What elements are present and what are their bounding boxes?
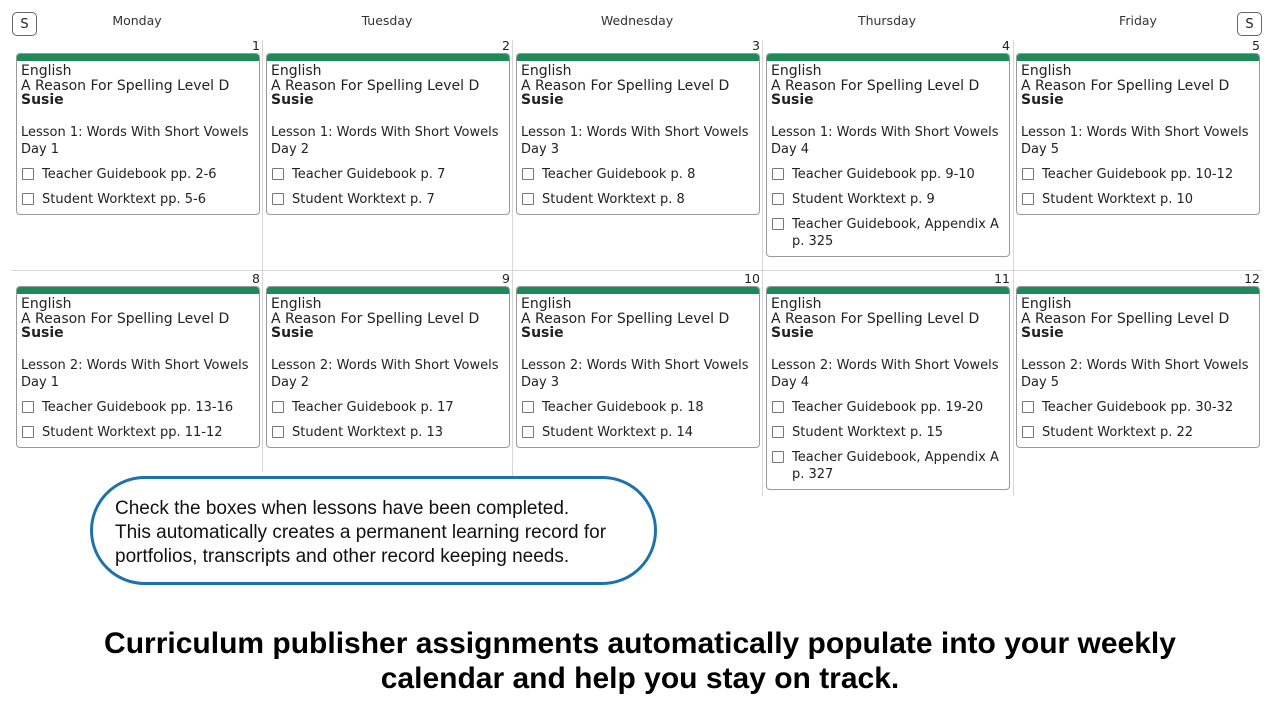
student-name: Susie: [521, 325, 564, 341]
task-label-text: Student Worktext p. 7: [292, 192, 435, 207]
subject-color-bar: [517, 54, 759, 61]
task-label-text: Teacher Guidebook pp. 2-6: [42, 167, 217, 182]
task-label-text: p. 325: [792, 234, 834, 249]
task-label: [1042, 191, 1193, 208]
lesson-day: Day 4: [771, 142, 810, 157]
task-label: [292, 399, 454, 416]
student-name: Susie: [271, 325, 314, 341]
task-checkbox[interactable]: [272, 193, 284, 205]
lesson-title: Lesson 1: Words With Short Vowels: [271, 125, 499, 140]
task-label-text: Student Worktext p. 22: [1042, 425, 1194, 440]
subject-color-bar: [267, 287, 509, 294]
lesson-day: Day 1: [21, 375, 60, 390]
task-item[interactable]: [771, 399, 1009, 416]
task-label-text: Teacher Guidebook, Appendix A: [792, 450, 999, 465]
task-label-text: Teacher Guidebook pp. 19-20: [792, 400, 984, 415]
day-header-wednesday: Wednesday: [600, 13, 674, 28]
task-item[interactable]: [21, 399, 259, 416]
course-title: A Reason For Spelling Level D: [271, 310, 480, 327]
task-item[interactable]: [771, 166, 1009, 183]
course-title: A Reason For Spelling Level D: [521, 77, 730, 94]
task-label-text: Teacher Guidebook p. 18: [542, 400, 704, 415]
task-item[interactable]: [771, 216, 1009, 250]
card-body: [1017, 61, 1259, 214]
task-item[interactable]: [271, 191, 509, 208]
task-checkbox[interactable]: [22, 168, 34, 180]
date-number: 3: [752, 38, 760, 53]
task-checkbox[interactable]: [1022, 193, 1034, 205]
day-header-monday: Monday: [112, 13, 162, 28]
course-title: A Reason For Spelling Level D: [21, 77, 230, 94]
lesson-day: Day 2: [271, 142, 310, 157]
assignment-card[interactable]: [766, 53, 1010, 257]
task-checkbox[interactable]: [772, 401, 784, 413]
task-label-text: Teacher Guidebook p. 17: [292, 400, 454, 415]
subject-label: English: [271, 63, 322, 79]
instruction-callout: [90, 476, 657, 585]
assignment-card[interactable]: [16, 286, 260, 448]
course-title: A Reason For Spelling Level D: [21, 310, 230, 327]
task-item[interactable]: [771, 449, 1009, 483]
task-label-text: Teacher Guidebook pp. 9-10: [792, 167, 975, 182]
prev-week-button[interactable]: S: [12, 12, 37, 36]
lesson-day: Day 3: [521, 375, 560, 390]
task-label: [542, 424, 693, 441]
task-label: [292, 424, 443, 441]
card-body: [267, 61, 509, 214]
lesson-title: Lesson 2: Words With Short Vowels: [271, 358, 499, 373]
subject-color-bar: [17, 54, 259, 61]
task-item[interactable]: [1021, 166, 1259, 183]
task-label: [542, 191, 685, 208]
task-item[interactable]: [271, 166, 509, 183]
subject-label: English: [1021, 63, 1072, 79]
callout-line-1: Check the boxes when lessons have been completed.: [115, 498, 570, 519]
course-title: A Reason For Spelling Level D: [771, 77, 980, 94]
task-checkbox[interactable]: [1022, 426, 1034, 438]
task-label-text: Student Worktext pp. 5-6: [42, 192, 207, 207]
day-header-friday: Friday: [1119, 13, 1157, 28]
task-label-text: Teacher Guidebook p. 8: [542, 167, 696, 182]
subject-color-bar: [17, 287, 259, 294]
subject-label: English: [771, 63, 822, 79]
card-body: [767, 294, 1009, 489]
headline-line-1: Curriculum publisher assignments automatically populate into your weekly: [104, 627, 1176, 660]
subject-label: English: [521, 296, 572, 312]
task-item[interactable]: [1021, 399, 1259, 416]
subject-label: English: [771, 296, 822, 312]
subject-color-bar: [517, 287, 759, 294]
column-divider: [512, 40, 513, 488]
task-checkbox[interactable]: [522, 426, 534, 438]
task-label-text: Teacher Guidebook pp. 13-16: [42, 400, 234, 415]
task-item[interactable]: [521, 424, 759, 441]
date-number: 11: [994, 271, 1010, 286]
assignment-card[interactable]: [266, 53, 510, 215]
task-item[interactable]: [1021, 424, 1259, 441]
task-checkbox[interactable]: [772, 218, 784, 230]
date-number: 4: [1002, 38, 1010, 53]
task-checkbox[interactable]: [272, 401, 284, 413]
date-number: 5: [1252, 38, 1260, 53]
day-header-thursday: Thursday: [857, 13, 917, 28]
task-label-text: Student Worktext pp. 11-12: [42, 425, 223, 440]
subject-color-bar: [267, 54, 509, 61]
course-title: A Reason For Spelling Level D: [521, 310, 730, 327]
task-checkbox[interactable]: [772, 193, 784, 205]
lesson-title: Lesson 2: Words With Short Vowels: [1021, 358, 1249, 373]
subject-label: English: [271, 296, 322, 312]
task-label: [42, 399, 233, 416]
card-body: [1017, 294, 1259, 447]
task-item[interactable]: [1021, 191, 1259, 208]
task-label: [792, 424, 943, 441]
task-label-text: Teacher Guidebook pp. 30-32: [1042, 400, 1234, 415]
subject-label: English: [21, 63, 72, 79]
task-item[interactable]: [21, 166, 259, 183]
lesson-title: Lesson 2: Words With Short Vowels: [771, 358, 999, 373]
card-body: [517, 61, 759, 214]
subject-label: English: [521, 63, 572, 79]
lesson-title: Lesson 2: Words With Short Vowels: [521, 358, 749, 373]
student-name: Susie: [21, 325, 64, 341]
student-name: Susie: [521, 92, 564, 108]
task-checkbox[interactable]: [772, 168, 784, 180]
date-number: 12: [1244, 271, 1260, 286]
card-body: [17, 61, 259, 214]
task-label: [42, 191, 206, 208]
course-title: A Reason For Spelling Level D: [271, 77, 480, 94]
lesson-day: Day 1: [21, 142, 60, 157]
task-item[interactable]: [21, 424, 259, 441]
task-label-text: Student Worktext p. 15: [792, 425, 944, 440]
card-body: [517, 294, 759, 447]
subject-label: English: [1021, 296, 1072, 312]
task-checkbox[interactable]: [522, 193, 534, 205]
task-label: [792, 216, 999, 250]
task-label: [542, 166, 695, 183]
subject-color-bar: [1017, 287, 1259, 294]
column-divider: [1013, 40, 1014, 496]
task-label: [42, 424, 223, 441]
task-label: [292, 166, 445, 183]
assignment-card[interactable]: [516, 53, 760, 215]
student-name: Susie: [21, 92, 64, 108]
task-item[interactable]: [771, 191, 1009, 208]
task-label-text: Student Worktext p. 9: [792, 192, 935, 207]
card-body: [267, 294, 509, 447]
task-label-text: Teacher Guidebook, Appendix A: [792, 217, 999, 232]
assignment-card[interactable]: [1016, 286, 1260, 448]
day-header-tuesday: Tuesday: [361, 13, 413, 28]
task-checkbox[interactable]: [272, 426, 284, 438]
subject-color-bar: [1017, 54, 1259, 61]
task-checkbox[interactable]: [522, 168, 534, 180]
task-label-text: Student Worktext p. 10: [1042, 192, 1194, 207]
task-label: [792, 191, 935, 208]
course-title: A Reason For Spelling Level D: [1021, 77, 1230, 94]
date-number: 2: [502, 38, 510, 53]
assignment-card[interactable]: [1016, 53, 1260, 215]
task-item[interactable]: [521, 191, 759, 208]
student-name: Susie: [1021, 92, 1064, 108]
lesson-day: Day 5: [1021, 142, 1060, 157]
week-divider: [12, 270, 1262, 271]
lesson-day: Day 3: [521, 142, 560, 157]
task-item[interactable]: [521, 399, 759, 416]
assignment-card[interactable]: [16, 53, 260, 215]
task-label: [792, 399, 983, 416]
task-label-text: Student Worktext p. 8: [542, 192, 685, 207]
task-checkbox[interactable]: [522, 401, 534, 413]
date-number: 10: [744, 271, 760, 286]
task-checkbox[interactable]: [1022, 168, 1034, 180]
course-title: A Reason For Spelling Level D: [771, 310, 980, 327]
task-label: [1042, 399, 1233, 416]
task-label-text: Student Worktext p. 14: [542, 425, 694, 440]
card-body: [17, 294, 259, 447]
student-name: Susie: [271, 92, 314, 108]
callout-line-3: portfolios, transcripts and other record keeping needs.: [115, 546, 570, 567]
task-label-text: p. 327: [792, 467, 834, 482]
next-week-button[interactable]: S: [1237, 12, 1262, 36]
task-label: [292, 191, 435, 208]
task-checkbox[interactable]: [1022, 401, 1034, 413]
assignment-card[interactable]: [766, 286, 1010, 490]
subject-label: English: [21, 296, 72, 312]
date-number: 9: [502, 271, 510, 286]
date-number: 8: [252, 271, 260, 286]
marketing-headline: [0, 626, 1280, 696]
task-label: [792, 166, 975, 183]
task-item[interactable]: [271, 424, 509, 441]
subject-color-bar: [767, 287, 1009, 294]
task-checkbox[interactable]: [272, 168, 284, 180]
lesson-day: Day 4: [771, 375, 810, 390]
task-label: [792, 449, 999, 483]
lesson-title: Lesson 1: Words With Short Vowels: [521, 125, 749, 140]
lesson-day: Day 5: [1021, 375, 1060, 390]
assignment-card[interactable]: [266, 286, 510, 448]
lesson-title: Lesson 1: Words With Short Vowels: [21, 125, 249, 140]
task-label-text: Student Worktext p. 13: [292, 425, 444, 440]
student-name: Susie: [771, 325, 814, 341]
task-label-text: Teacher Guidebook pp. 10-12: [1042, 167, 1234, 182]
task-item[interactable]: [521, 166, 759, 183]
task-checkbox[interactable]: [22, 193, 34, 205]
assignment-card[interactable]: [516, 286, 760, 448]
task-label: [1042, 424, 1193, 441]
student-name: Susie: [771, 92, 814, 108]
lesson-day: Day 2: [271, 375, 310, 390]
task-checkbox[interactable]: [772, 451, 784, 463]
task-label: [1042, 166, 1233, 183]
column-divider: [262, 40, 263, 472]
task-label: [542, 399, 704, 416]
lesson-title: Lesson 1: Words With Short Vowels: [771, 125, 999, 140]
lesson-title: Lesson 2: Words With Short Vowels: [21, 358, 249, 373]
column-divider: [762, 40, 763, 496]
task-checkbox[interactable]: [772, 426, 784, 438]
task-label: [42, 166, 217, 183]
card-body: [767, 61, 1009, 256]
course-title: A Reason For Spelling Level D: [1021, 310, 1230, 327]
task-item[interactable]: [771, 424, 1009, 441]
task-label-text: Teacher Guidebook p. 7: [292, 167, 446, 182]
date-number: 1: [252, 38, 260, 53]
task-item[interactable]: [21, 191, 259, 208]
lesson-title: Lesson 1: Words With Short Vowels: [1021, 125, 1249, 140]
callout-line-2: This automatically creates a permanent learning record for: [115, 522, 607, 543]
headline-line-2: calendar and help you stay on track.: [380, 662, 900, 695]
task-checkbox[interactable]: [22, 401, 34, 413]
task-checkbox[interactable]: [22, 426, 34, 438]
student-name: Susie: [1021, 325, 1064, 341]
subject-color-bar: [767, 54, 1009, 61]
task-item[interactable]: [271, 399, 509, 416]
